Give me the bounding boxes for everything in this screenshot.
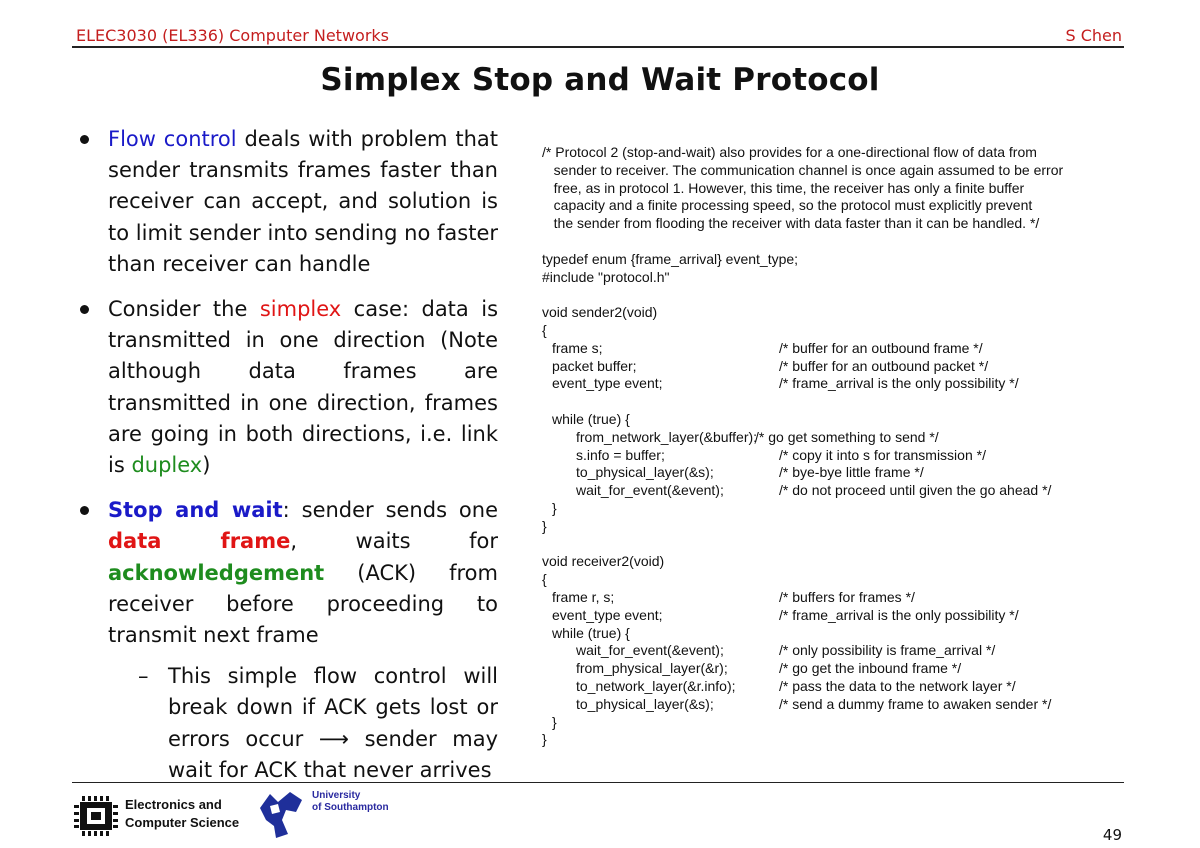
page-number: 49 xyxy=(1102,826,1122,844)
code-line xyxy=(542,678,1142,696)
code-line xyxy=(542,482,1142,500)
code-comment: /* buffer for an outbound frame */ xyxy=(779,339,983,356)
ecs-line-2: Computer Science xyxy=(125,815,240,830)
code-statement: to_physical_layer(&s); xyxy=(576,464,714,481)
sub-bullet-text: This simple flow control will break down if ACK gets lost or errors occur ⟶ sender may wait for ACK that never arrives xyxy=(168,664,498,782)
bullet-text: ) xyxy=(202,453,211,478)
code-while: while (true) { xyxy=(552,624,630,641)
code-line xyxy=(542,447,1142,465)
top-rule xyxy=(72,46,1124,48)
code-line xyxy=(542,464,1142,482)
bullet-simplex xyxy=(78,294,498,481)
code-statement: to_network_layer(&r.info); xyxy=(576,677,736,694)
code-line xyxy=(542,375,1142,393)
term-duplex: duplex xyxy=(131,453,203,478)
term-stop-and-wait: Stop and wait xyxy=(108,498,283,523)
bullet-text: : sender sends one xyxy=(282,498,498,523)
code-line xyxy=(542,696,1142,714)
term-flow-control: Flow control xyxy=(108,127,237,151)
bullet-text: , waits for xyxy=(290,529,498,554)
dash-icon: – xyxy=(138,664,149,689)
course-header: ELEC3030 (EL336) Computer Networks xyxy=(76,26,390,45)
code-statement: event_type event; xyxy=(552,375,663,392)
code-typedef: typedef enum {frame_arrival} event_type; xyxy=(542,250,799,267)
bullet-stop-and-wait xyxy=(78,495,498,786)
uni-line-1: University xyxy=(312,790,361,801)
code-comment: /* copy it into s for transmission */ xyxy=(779,446,986,463)
code-comment: /* frame_arrival is the only possibility */ xyxy=(779,375,1019,392)
code-statement: frame s; xyxy=(552,339,603,356)
code-line xyxy=(542,660,1142,678)
bullet-dot-icon xyxy=(80,305,89,314)
code-line xyxy=(542,340,1142,358)
code-statement: to_physical_layer(&s); xyxy=(576,695,714,712)
university-logo-icon xyxy=(256,790,308,840)
code-statement: packet buffer; xyxy=(552,357,637,374)
code-statement: event_type event; xyxy=(552,606,663,623)
code-brace: } xyxy=(552,499,557,516)
code-brace: } xyxy=(542,731,547,748)
code-line xyxy=(542,358,1142,376)
code-comment: /* frame_arrival is the only possibility */ xyxy=(779,606,1019,623)
university-wordmark xyxy=(312,790,389,814)
bullet-text: deals with problem that sender transmits frames faster than receiver can accept, and solution is to limit sender into sending no faster than receiver can handle xyxy=(108,127,499,276)
code-statement: wait_for_event(&event); xyxy=(576,642,724,659)
term-acknowledgement: acknowledgement xyxy=(108,560,325,585)
code-line xyxy=(542,589,1142,607)
code-comment: /* go get the inbound frame */ xyxy=(779,660,962,677)
code-statement: frame r, s; xyxy=(552,588,615,605)
code-brace: } xyxy=(542,517,547,534)
code-comment-line: free, as in protocol 1. However, this time, the receiver has only a finite buffer xyxy=(542,179,1025,196)
bullet-text: (ACK) from receiver before proceeding to transmit next frame xyxy=(108,560,498,648)
code-while: while (true) { xyxy=(552,410,630,427)
code-statement: wait_for_event(&event); xyxy=(576,482,724,499)
bullet-text: case: data is transmitted in one direction (Note although data frames are transmitted in one direction, frames are going in both directions, i.e. link is xyxy=(108,297,499,478)
ecs-wordmark xyxy=(125,796,239,832)
code-receiver-signature: void receiver2(void) xyxy=(542,553,665,570)
author-header: S Chen xyxy=(1065,26,1122,45)
code-brace: { xyxy=(542,321,547,338)
code-include: #include "protocol.h" xyxy=(542,268,670,285)
code-comment-line: capacity and a finite processing speed, so the protocol must explicitly prevent xyxy=(542,197,1033,214)
code-comment: /* buffer for an outbound packet */ xyxy=(779,357,989,374)
bullet-text: Consider the xyxy=(108,297,260,322)
code-comment-line: sender to receiver. The communication channel is once again assumed to be error xyxy=(542,161,1064,178)
code-line xyxy=(542,642,1142,660)
code-brace: { xyxy=(542,571,547,588)
code-comment: /* only possibility is frame_arrival */ xyxy=(779,642,996,659)
term-simplex: simplex xyxy=(259,297,342,322)
uni-line-2: of Southampton xyxy=(312,802,389,813)
code-line xyxy=(542,429,1142,447)
code-comment: /* send a dummy frame to awaken sender */ xyxy=(779,695,1052,712)
term-data-frame: data frame xyxy=(108,529,291,554)
code-listing xyxy=(542,144,1142,749)
bullet-dot-icon xyxy=(80,506,89,515)
sub-bullet xyxy=(108,661,498,786)
code-comment: /* go get something to send */ xyxy=(755,428,939,445)
slide-title: Simplex Stop and Wait Protocol xyxy=(320,62,880,98)
code-comment: /* do not proceed until given the go ahead */ xyxy=(779,482,1052,499)
code-statement: from_network_layer(&buffer); xyxy=(576,428,758,445)
code-comment-line: the sender from flooding the receiver with data faster than it can be handled. */ xyxy=(542,215,1040,232)
code-statement: s.info = buffer; xyxy=(576,446,665,463)
code-brace: } xyxy=(552,713,557,730)
code-sender-signature: void sender2(void) xyxy=(542,304,658,321)
code-comment: /* buffers for frames */ xyxy=(779,588,915,605)
bottom-rule xyxy=(72,782,1124,783)
ecs-chip-icon xyxy=(74,796,118,836)
code-line xyxy=(542,607,1142,625)
code-statement: from_physical_layer(&r); xyxy=(576,660,728,677)
code-comment: /* pass the data to the network layer */ xyxy=(779,677,1016,694)
code-comment-line: /* Protocol 2 (stop-and-wait) also provides for a one-directional flow of data from xyxy=(542,144,1037,160)
bullet-dot-icon xyxy=(80,135,89,144)
bullet-flow-control xyxy=(78,124,498,280)
ecs-line-1: Electronics and xyxy=(125,797,222,812)
bullet-list xyxy=(78,124,498,800)
code-comment: /* bye-bye little frame */ xyxy=(779,464,924,481)
